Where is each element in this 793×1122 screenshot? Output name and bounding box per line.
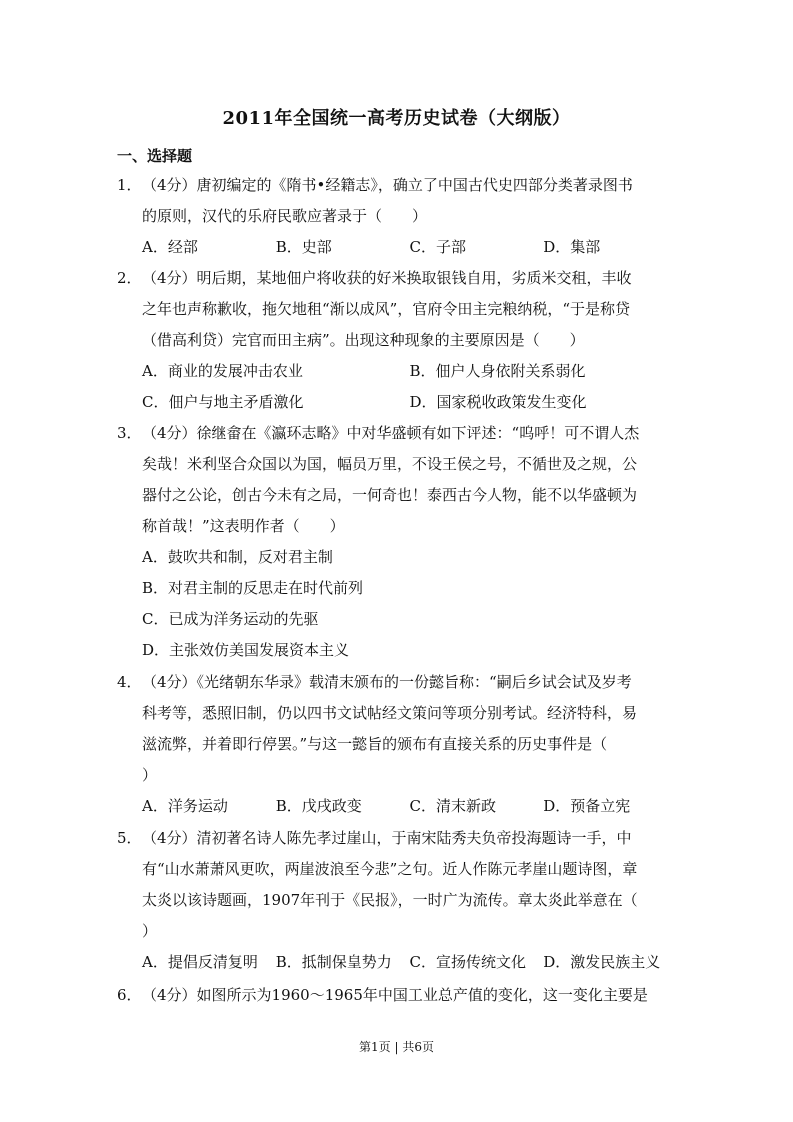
option-c: C．宣扬传统文化 [409, 953, 526, 971]
options-row [117, 947, 677, 978]
option-b: B．戊戌政变 [275, 797, 362, 815]
option-a: A．商业的发展冲击农业 [142, 362, 303, 380]
option-a: A．提倡反清复明 [142, 953, 258, 971]
option-c: C．佃户与地主矛盾激化 [142, 393, 304, 411]
question-text-line: 称首哉！”这表明作者（ ） [142, 517, 345, 535]
option-d: D．国家税收政策发生变化 [409, 393, 587, 411]
options-row [117, 791, 677, 822]
page-footer: 第1页 | 共6页 [359, 1040, 434, 1054]
options-row [117, 387, 677, 418]
question-text-line: （4分）明后期，某地佃户将收获的好米换取银钱自用，劣质米交租，丰收 [142, 269, 632, 287]
option-c: C．清末新政 [409, 797, 496, 815]
question-6 [117, 980, 677, 1011]
question-3 [117, 418, 677, 666]
option-b: B．抵制保皇势力 [275, 953, 392, 971]
section-heading: 一、选择题 [117, 147, 193, 165]
question-number: 6． [117, 986, 142, 1004]
question-text-line: 的原则，汉代的乐府民歌应著录于（ ） [142, 207, 428, 225]
option-b: B．佃户人身依附关系弱化 [409, 362, 586, 380]
option-a: A．经部 [142, 238, 198, 256]
options-row [117, 232, 677, 263]
option-d: D．激发民族主义 [543, 953, 661, 971]
question-4 [117, 667, 677, 822]
question-number: 1． [117, 176, 142, 194]
question-2 [117, 263, 677, 418]
question-text-line: （4分）唐初编定的《隋书•经籍志》，确立了中国古代史四部分类著录图书 [142, 176, 633, 194]
options-row [117, 356, 677, 387]
option-d: D．主张效仿美国发展资本主义 [142, 641, 350, 659]
question-number: 2． [117, 269, 142, 287]
question-5 [117, 823, 677, 978]
option-d: D．集部 [543, 238, 601, 256]
option-b: B．史部 [275, 238, 332, 256]
question-text-line: （4分）《光绪朝东华录》载清末颁布的一份懿旨称：“嗣后乡试会试及岁考 [142, 673, 632, 691]
option-a: A．鼓吹共和制，反对君主制 [142, 548, 333, 566]
question-text-line: 矣哉！米利坚合众国以为国，幅员万里，不设王侯之号，不循世及之规，公 [142, 455, 638, 473]
question-text-line: 科考等，悉照旧制，仍以四书文试帖经文策问等项分别考试。经济特科，易 [142, 704, 638, 722]
option-c: C．已成为洋务运动的先驱 [142, 610, 319, 628]
question-number: 3． [117, 424, 142, 442]
question-text-line: 有“山水萧萧风更吹，两崖波浪至今悲”之句。近人作陈元孝崖山题诗图，章 [142, 860, 638, 878]
option-b: B．对君主制的反思走在时代前列 [142, 579, 364, 597]
question-number: 4． [117, 673, 142, 691]
option-a: A．洋务运动 [142, 797, 228, 815]
question-text-line: （借高利贷）完官而田主病”。出现这种现象的主要原因是（ ） [142, 331, 585, 349]
question-text-line: 滋流弊，并着即行停罢。”与这一懿旨的颁布有直接关系的历史事件是（ [142, 735, 608, 753]
question-text-line: 之年也声称歉收，拖欠地租“渐以成风”，官府令田主完粮纳税，“于是称贷 [142, 300, 631, 318]
question-1 [117, 170, 677, 263]
question-text-line: 太炎以该诗题画，1907年刊于《民报》，一时广为流传。章太炎此举意在（ [142, 891, 638, 909]
question-text-line: （4分）如图所示为1960～1965年中国工业总产值的变化，这一变化主要是 [142, 986, 648, 1004]
page-title: 2011年全国统一高考历史试卷（大纲版） [222, 108, 571, 129]
option-c: C．子部 [409, 238, 466, 256]
question-number: 5． [117, 829, 142, 847]
question-text-line: （4分）徐继畲在《瀛环志略》中对华盛顿有如下评述：“呜呼！可不谓人杰 [142, 424, 640, 442]
question-text-line: ） [142, 766, 158, 784]
question-text-line: 器付之公论，创古今未有之局，一何奇也！泰西古今人物，能不以华盛顿为 [142, 486, 638, 504]
question-text-line: （4分）清初著名诗人陈先孝过崖山，于南宋陆秀夫负帝投海题诗一手，中 [142, 829, 632, 847]
option-d: D．预备立宪 [543, 797, 631, 815]
question-text-line: ） [142, 922, 158, 940]
